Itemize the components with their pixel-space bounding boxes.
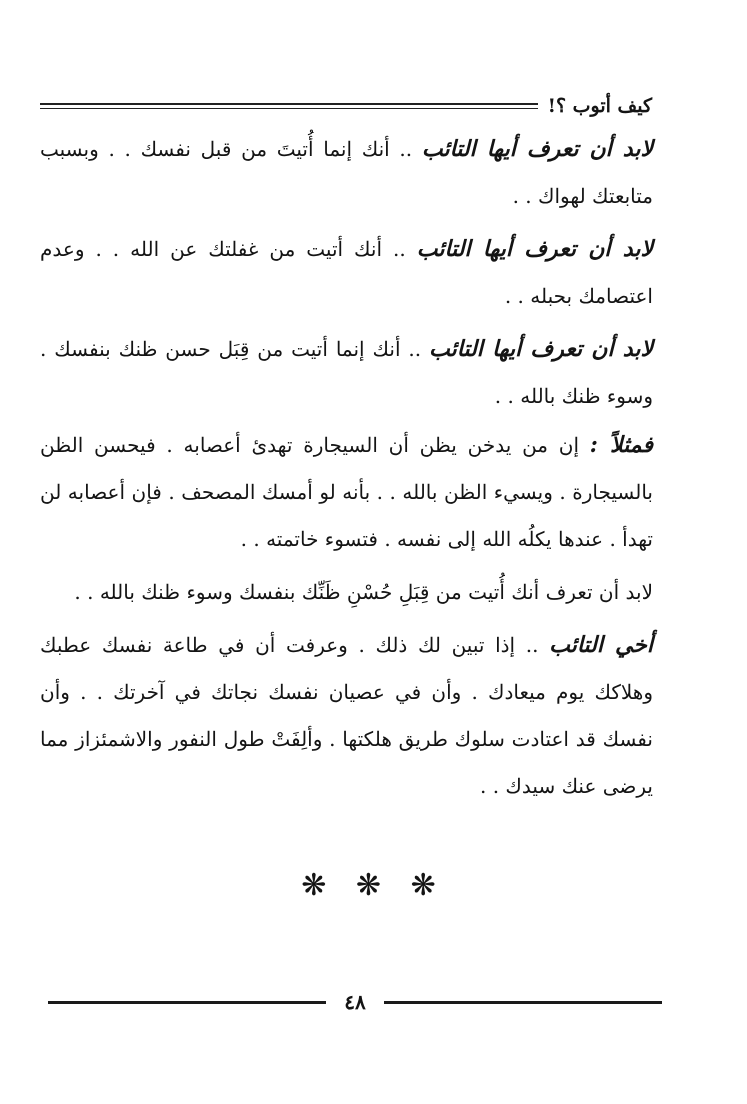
paragraph-lead: لابد أن تعرف أيها التائب	[421, 136, 654, 162]
paragraph-lead: لابد أن تعرف أيها التائب	[416, 236, 653, 262]
paragraph-text: .. أنك إنما أتيت من قِبَل حسن ظنك بنفسك . وسوء ظنك بالله . .	[40, 337, 653, 408]
paragraph-lead: أخي التائب	[549, 632, 653, 658]
footer-rule-left	[48, 1001, 326, 1004]
paragraph-lead: فمثلاً :	[589, 432, 653, 458]
ornament-stars: ❋ ❋ ❋	[301, 868, 446, 903]
paragraph-text: .. إذا تبين لك ذلك . وعرفت أن في طاعة نفسك عطبك وهلاكك يوم ميعادك . وأن في عصيان نفسك نجاتك في آخرتك . . وأن نفسك قد اعتادت سلوك طريق هلكتها . وألِفَتْ طول النفور والاشمئزاز مما يرضى عنك سيدك . .	[40, 633, 653, 798]
paragraph	[40, 326, 653, 420]
paragraph	[40, 126, 653, 220]
paragraph-text: .. أنك أتيت من غفلتك عن الله . . وعدم اعتصامك بحبله . .	[40, 237, 653, 308]
paragraph	[40, 422, 653, 563]
paragraph-lead: لابد أن تعرف أيها التائب	[429, 336, 653, 362]
paragraph	[40, 226, 653, 320]
paragraph-text: إن من يدخن يظن أن السيجارة تهدئ أعصابه . فيحسن الظن بالسيجارة . ويسيء الظن بالله . . بأنه لو أمسك المصحف . فإن أعصابه لن تهدأ . عندها يكلُه الله إلى نفسه . فتسوء خاتمته . .	[40, 433, 653, 551]
page-number: ٤٨	[344, 990, 366, 1014]
footer-rule-right	[384, 1001, 662, 1004]
header-rule	[40, 103, 538, 109]
page-body	[40, 126, 653, 816]
paragraph-text: لابد أن تعرف أنك أُتيت من قِبَلِ حُسْنِ ظَنِّك بنفسك وسوء ظنك بالله . .	[74, 580, 653, 604]
page-header	[40, 92, 652, 120]
paragraph	[40, 622, 653, 810]
page-footer	[48, 988, 662, 1016]
header-title: كيف أتوب ؟!	[547, 95, 652, 117]
paragraph	[40, 569, 653, 616]
paragraph-text: .. أنك إنما أُتيتَ من قبل نفسك . . وبسبب متابعتك لهواك . .	[40, 137, 653, 208]
